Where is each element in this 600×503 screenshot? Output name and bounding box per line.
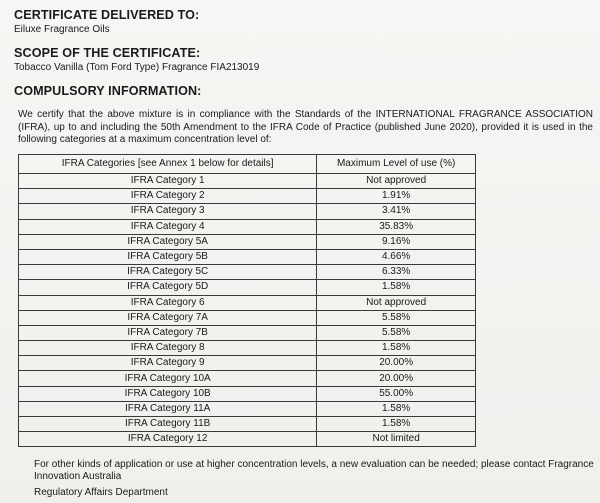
level-cell: 5.58%: [317, 310, 476, 325]
level-cell: Not approved: [317, 295, 476, 310]
level-cell: 3.41%: [317, 204, 476, 219]
table-row: [19, 325, 476, 340]
col-header-level: Maximum Level of use (%): [317, 155, 476, 174]
scope-value: Tobacco Vanilla (Tom Ford Type) Fragrance FIA213019: [14, 62, 260, 73]
level-cell: 1.58%: [317, 341, 476, 356]
table-row: [19, 401, 476, 416]
table-row: [19, 417, 476, 432]
category-cell: IFRA Category 11B: [19, 417, 317, 432]
col-header-category: IFRA Categories [see Annex 1 below for details]: [19, 155, 317, 174]
table-row: [19, 310, 476, 325]
category-cell: IFRA Category 8: [19, 341, 317, 356]
category-cell: IFRA Category 5B: [19, 249, 317, 264]
table-row: [19, 265, 476, 280]
category-cell: IFRA Category 1: [19, 174, 317, 189]
category-cell: IFRA Category 11A: [19, 401, 317, 416]
level-cell: Not approved: [317, 174, 476, 189]
category-cell: IFRA Category 5D: [19, 280, 317, 295]
table-row: [19, 341, 476, 356]
table-row: [19, 432, 476, 447]
category-cell: IFRA Category 3: [19, 204, 317, 219]
category-cell: IFRA Category 10A: [19, 371, 317, 386]
delivered-value: Eiluxe Fragrance Oils: [14, 24, 110, 35]
table-row: [19, 204, 476, 219]
table-row: [19, 280, 476, 295]
table-row: [19, 249, 476, 264]
footer-department: Regulatory Affairs Department: [34, 487, 168, 498]
table-row: [19, 386, 476, 401]
footer-note: For other kinds of application or use at higher concentration levels, a new evaluation can be needed; please contact Fragrance Innovation Australia: [34, 459, 594, 482]
level-cell: Not limited: [317, 432, 476, 447]
level-cell: 6.33%: [317, 265, 476, 280]
level-cell: 5.58%: [317, 325, 476, 340]
level-cell: 20.00%: [317, 371, 476, 386]
level-cell: 1.58%: [317, 280, 476, 295]
compulsory-heading: COMPULSORY INFORMATION:: [14, 84, 202, 98]
level-cell: 4.66%: [317, 249, 476, 264]
level-cell: 1.91%: [317, 189, 476, 204]
category-cell: IFRA Category 7B: [19, 325, 317, 340]
table-row: [19, 189, 476, 204]
level-cell: 9.16%: [317, 234, 476, 249]
scope-heading: SCOPE OF THE CERTIFICATE:: [14, 46, 201, 60]
table-row: [19, 234, 476, 249]
category-cell: IFRA Category 7A: [19, 310, 317, 325]
compliance-paragraph: We certify that the above mixture is in compliance with the Standards of the INTERNATIONAL FRAGRANCE ASSOCIATION (IFRA), up to and including the 50th Amendment to the IFRA Code of Practice (published June 2020), provided it is used in the following categories at a maximum concentration level of:: [18, 109, 593, 145]
category-cell: IFRA Category 10B: [19, 386, 317, 401]
table-row: [19, 174, 476, 189]
table-body: [19, 174, 476, 447]
table-row: [19, 371, 476, 386]
category-cell: IFRA Category 4: [19, 219, 317, 234]
ifra-table: [18, 154, 476, 447]
level-cell: 1.58%: [317, 401, 476, 416]
category-cell: IFRA Category 6: [19, 295, 317, 310]
level-cell: 35.83%: [317, 219, 476, 234]
category-cell: IFRA Category 12: [19, 432, 317, 447]
level-cell: 1.58%: [317, 417, 476, 432]
table-header-row: [19, 155, 476, 174]
category-cell: IFRA Category 2: [19, 189, 317, 204]
table-row: [19, 219, 476, 234]
table-row: [19, 356, 476, 371]
level-cell: 20.00%: [317, 356, 476, 371]
category-cell: IFRA Category 5C: [19, 265, 317, 280]
category-cell: IFRA Category 9: [19, 356, 317, 371]
delivered-heading: CERTIFICATE DELIVERED TO:: [14, 8, 200, 22]
table-row: [19, 295, 476, 310]
category-cell: IFRA Category 5A: [19, 234, 317, 249]
level-cell: 55.00%: [317, 386, 476, 401]
